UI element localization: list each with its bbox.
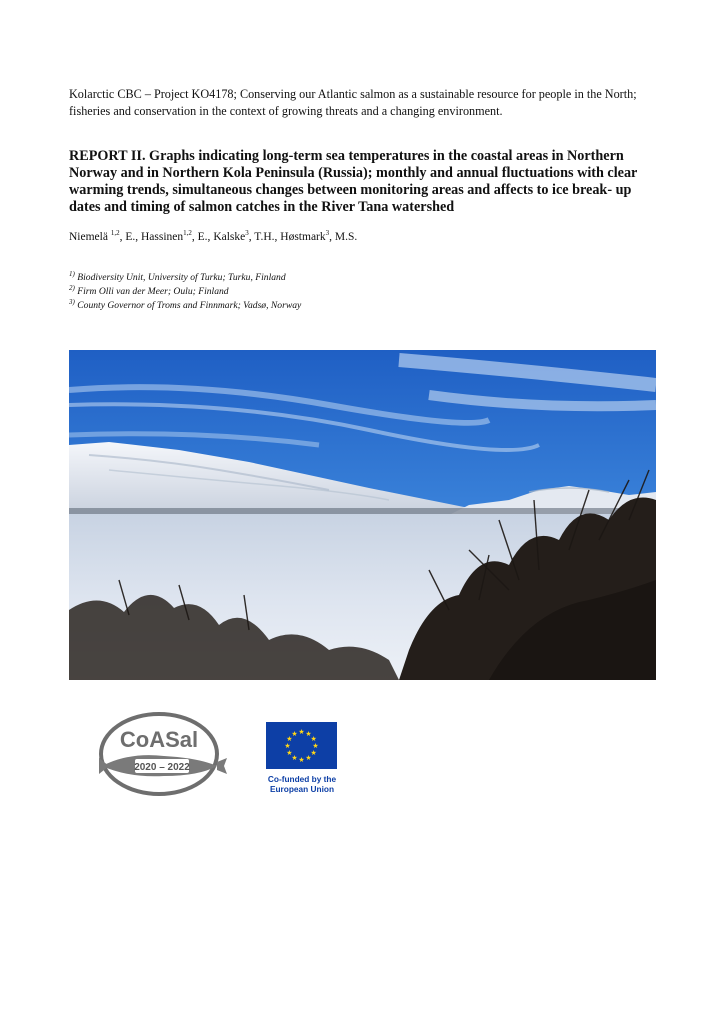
affiliation-1 xyxy=(69,271,661,284)
author-initials: , E., xyxy=(191,231,214,243)
author-affiliation-index: 1,2 xyxy=(110,229,120,238)
frozen-lake-photo xyxy=(69,350,656,680)
eu-star-icon: ★ xyxy=(305,729,312,738)
eu-star-icon: ★ xyxy=(286,735,293,743)
eu-star-icon: ★ xyxy=(298,756,305,764)
author-affiliation-index: 1,2 xyxy=(183,229,192,238)
author-name: Kalske xyxy=(213,231,246,243)
author-list xyxy=(69,230,661,244)
eu-caption-line2: European Union xyxy=(269,784,335,794)
affiliation-text: Biodiversity Unit, University of Turku; Turku, Finland xyxy=(74,272,286,283)
eu-star-icon: ★ xyxy=(284,742,291,750)
author-initials: , M.S. xyxy=(329,231,358,243)
author-affiliation-index: 3 xyxy=(325,229,330,238)
eu-flag-icon xyxy=(266,722,337,769)
eu-caption xyxy=(260,774,344,794)
author-affiliation-index: 3 xyxy=(245,229,249,238)
eu-star-icon: ★ xyxy=(310,735,317,743)
affiliation-index: 3) xyxy=(69,297,75,306)
eu-cofunded-logo xyxy=(260,720,344,800)
affiliation-text: County Governor of Troms and Finnmark; Vadsø, Norway xyxy=(74,300,302,311)
eu-star-icon: ★ xyxy=(305,754,312,763)
coasal-logo xyxy=(69,700,255,800)
eu-star-icon: ★ xyxy=(291,754,298,763)
author-initials: , E., xyxy=(119,231,141,243)
coasal-logo-text: CoASal xyxy=(119,727,199,752)
eu-caption-line1: Co-funded by the xyxy=(267,774,337,784)
report-title: REPORT II. Graphs indicating long-term sea temperatures in the coastal areas in Northern Norway and in Northern Kola Peninsula (Russia); monthly and annual fluctuations with clear warming trends, simultaneous changes between monitoring areas and affects to ice break- up dates and timing of salmon catches in the River Tana watershed xyxy=(69,148,638,215)
author-name: Niemelä xyxy=(69,231,111,243)
affiliation-2 xyxy=(69,285,661,298)
logo-ring-icon xyxy=(101,714,217,794)
eu-star-icon: ★ xyxy=(291,729,298,738)
author-name: Hassinen xyxy=(140,231,184,243)
author-name: Høstmark xyxy=(280,231,326,243)
affiliation-text: Firm Olli van der Meer; Oulu; Finland xyxy=(74,286,229,297)
affiliation-index: 1) xyxy=(69,269,75,278)
affiliation-index: 2) xyxy=(69,283,75,292)
coasal-logo-years: 2020 – 2022 xyxy=(134,762,190,773)
eu-star-icon: ★ xyxy=(310,749,317,757)
eu-star-icon: ★ xyxy=(298,728,305,736)
eu-star-icon: ★ xyxy=(312,742,319,750)
affiliation-3 xyxy=(69,299,661,312)
eu-star-icon: ★ xyxy=(286,749,293,757)
project-description: Kolarctic CBC – Project KO4178; Conserving our Atlantic salmon as a sustainable resource for people in the North; fisheries and conservation in the context of growing threats and a changing environment. xyxy=(69,87,637,118)
author-initials: , T.H., xyxy=(248,231,281,243)
